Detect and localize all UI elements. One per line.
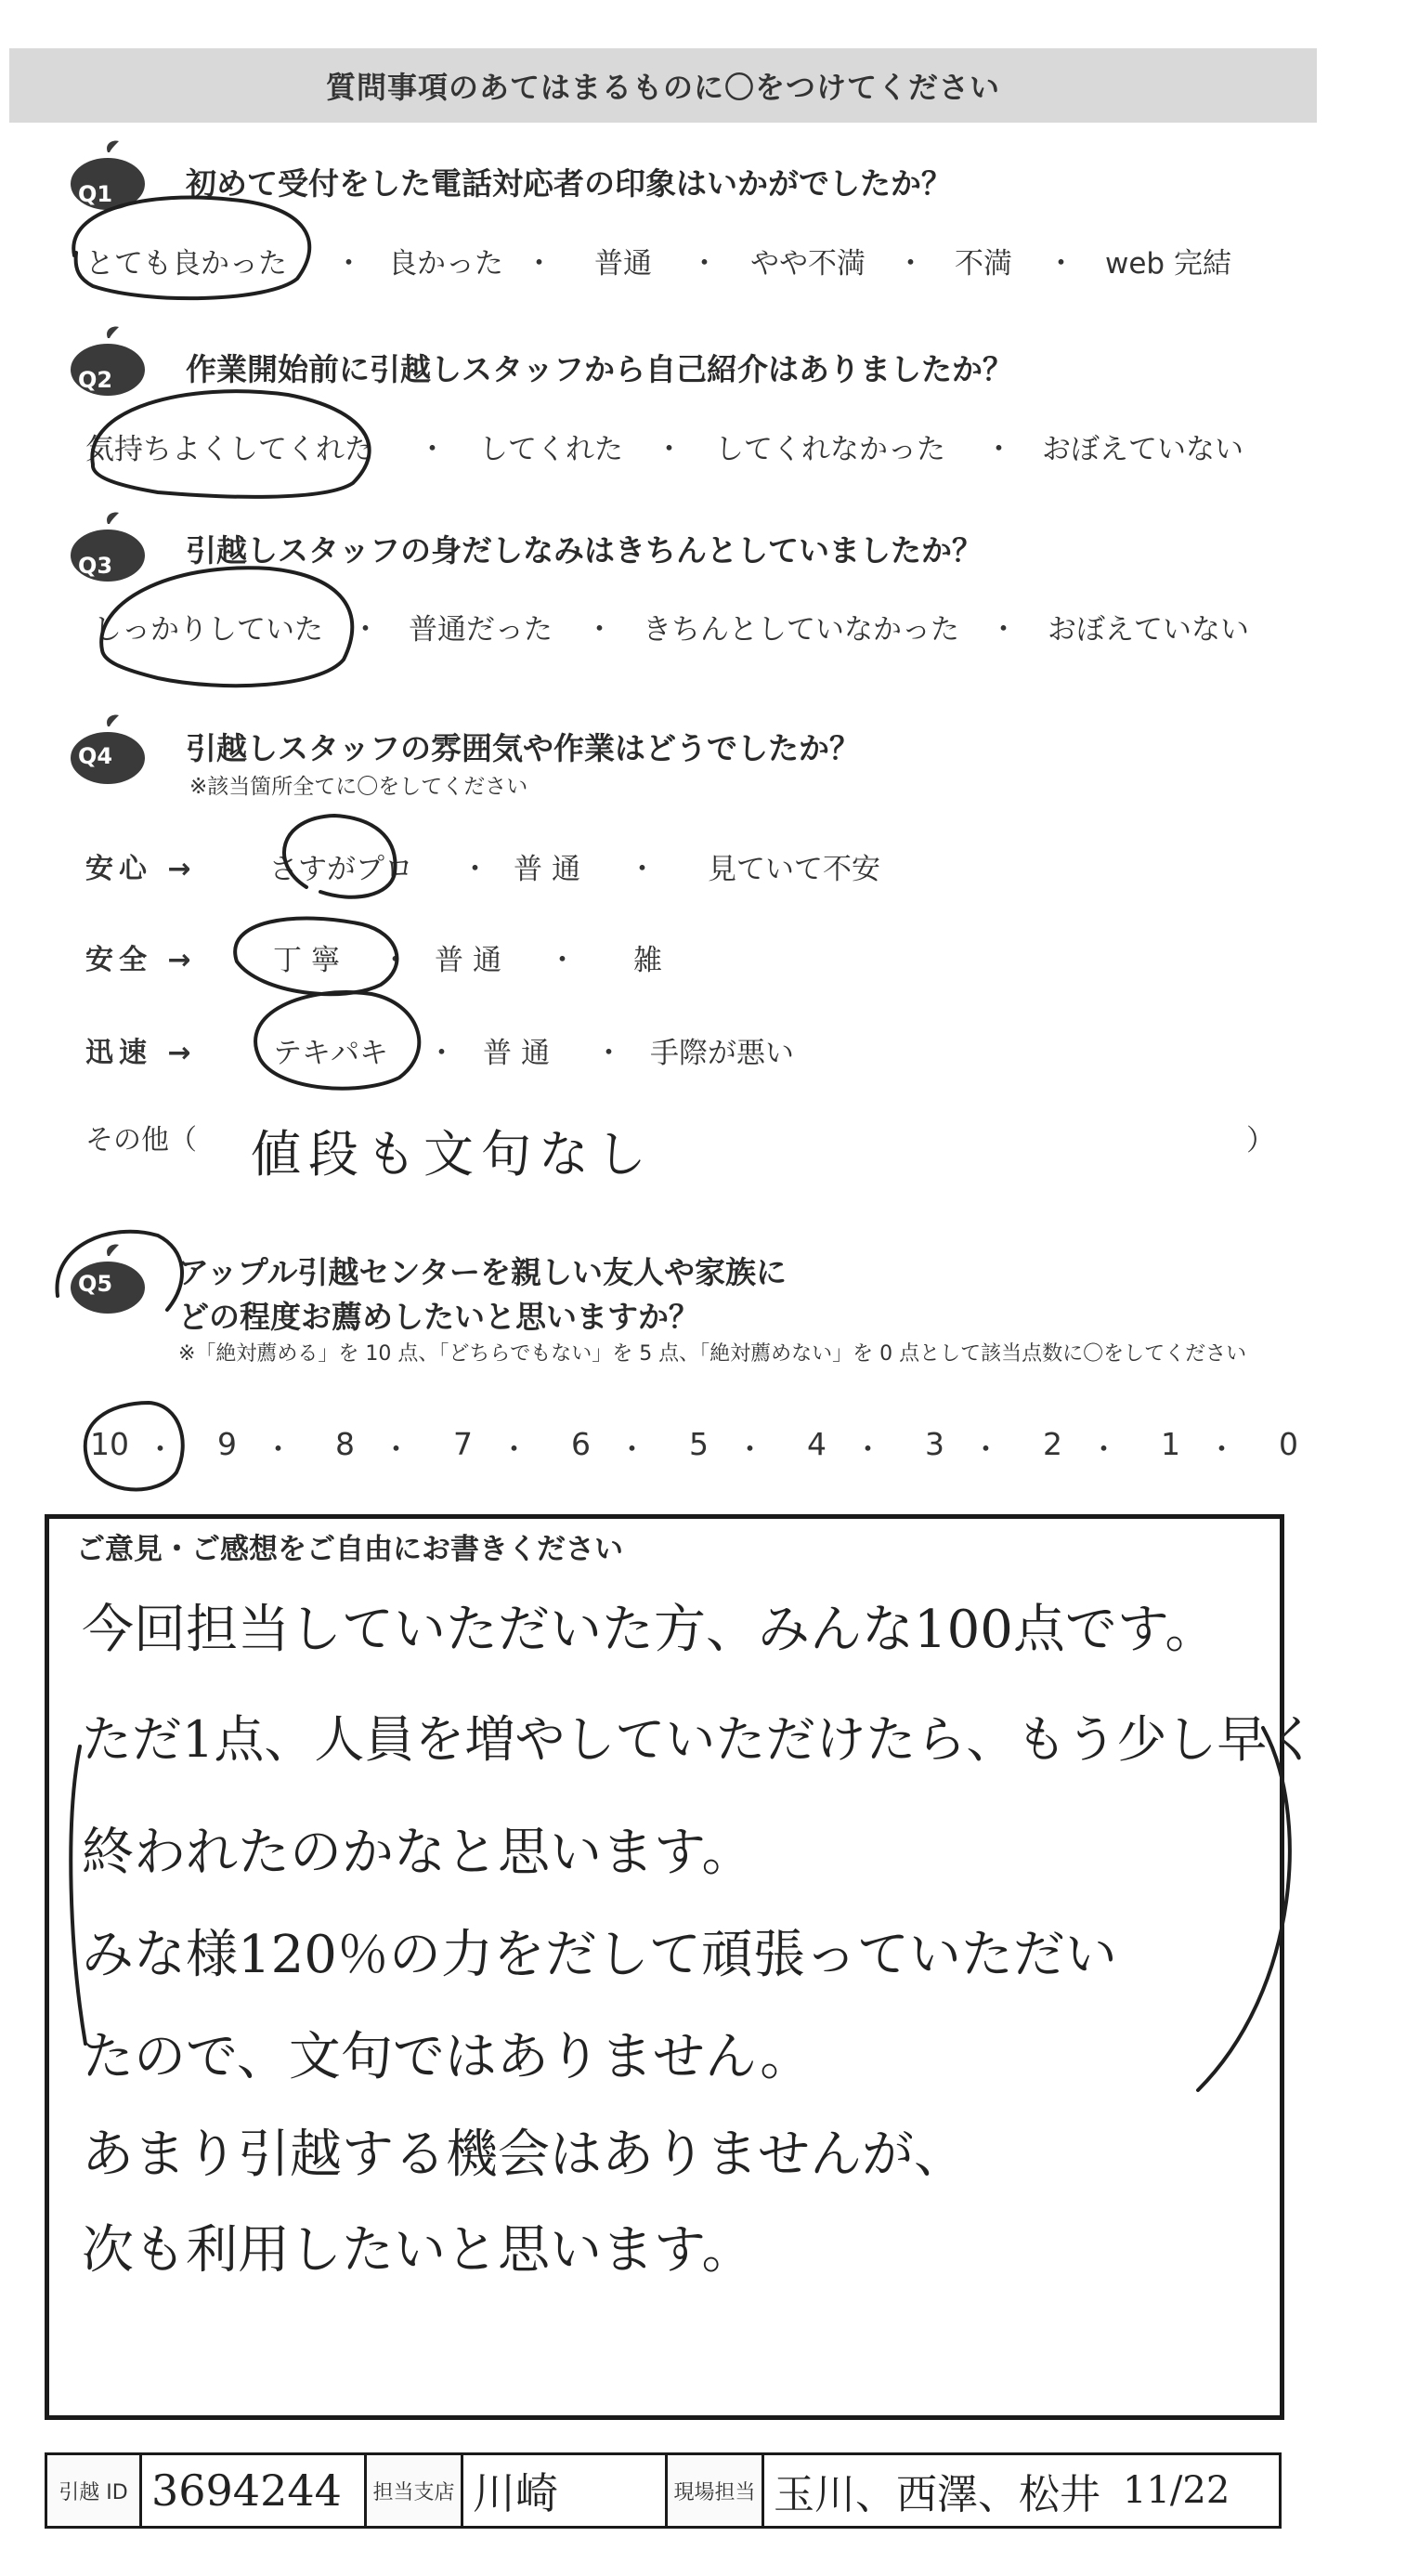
- comment-line-5[interactable]: たので、文句ではありません。: [82, 2027, 813, 2087]
- q2-option-did[interactable]: してくれた: [479, 433, 623, 466]
- q5-score-option-2[interactable]: 2: [1043, 1426, 1062, 1462]
- survey-instruction-header: 質問事項のあてはまるものに〇をつけてください: [9, 48, 1317, 123]
- q3-option-average[interactable]: 普通だった: [409, 613, 553, 647]
- q4-row-label-speed: 迅速 →: [85, 1037, 197, 1069]
- separator-dot: ・: [427, 1037, 456, 1070]
- q4-speed-option-clumsy[interactable]: 手際が悪い: [650, 1037, 794, 1070]
- separator-dot: ・: [984, 433, 1013, 466]
- q5-score-option-6[interactable]: 6: [571, 1426, 591, 1462]
- q4-relief-option-pro[interactable]: さすがプロ: [269, 853, 413, 886]
- separator-dot: ・: [334, 247, 363, 281]
- separator-dot: ・: [853, 1433, 882, 1467]
- q3-option-not-neat[interactable]: きちんとしていなかった: [643, 613, 959, 647]
- separator-dot: ・: [989, 613, 1018, 647]
- q3-question: 引越しスタッフの身だしなみはきちんとしていましたか？: [186, 532, 983, 569]
- comment-line-1[interactable]: 今回担当していただいた方、みんな100点です。: [82, 1600, 1217, 1660]
- q1-option-somewhat-dissatisfied[interactable]: やや不満: [750, 247, 866, 281]
- q4-safety-option-careful[interactable]: 丁寧: [273, 944, 349, 977]
- survey-date: 11/22: [1123, 2469, 1230, 2512]
- q5-badge-label: Q5: [78, 1271, 113, 1297]
- q4-safety-option-average[interactable]: 普通: [435, 944, 511, 977]
- separator-dot: ・: [1047, 247, 1075, 281]
- q2-option-gladly[interactable]: 気持ちよくしてくれた: [85, 433, 373, 466]
- separator-dot: ・: [351, 613, 380, 647]
- separator-dot: ・: [264, 1433, 293, 1467]
- q5-score-option-7[interactable]: 7: [453, 1426, 473, 1462]
- separator-dot: ・: [971, 1433, 1000, 1467]
- separator-dot: ・: [736, 1433, 764, 1467]
- site-staff-value[interactable]: [764, 2455, 1279, 2526]
- q2-option-did-not[interactable]: してくれなかった: [715, 433, 945, 466]
- q5-score-option-0[interactable]: 0: [1279, 1426, 1298, 1462]
- q1-option-very-good[interactable]: とても良かった: [85, 247, 287, 281]
- separator-dot: ・: [525, 247, 553, 281]
- q5-score-option-5[interactable]: 5: [689, 1426, 709, 1462]
- q3-badge-label: Q3: [78, 553, 113, 579]
- separator-dot: ・: [594, 1037, 623, 1070]
- q1-badge-label: Q1: [78, 181, 113, 207]
- comment-line-7[interactable]: 次も利用したいと思います。: [82, 2220, 754, 2281]
- q1-option-web[interactable]: web 完結: [1105, 247, 1231, 281]
- q5-score-option-4[interactable]: 4: [807, 1426, 827, 1462]
- q4-safety-option-rough[interactable]: 雑: [633, 944, 662, 977]
- q5-score-option-1[interactable]: 1: [1161, 1426, 1180, 1462]
- q4-other-close-paren: ）: [1246, 1124, 1275, 1157]
- separator-dot: ・: [382, 1433, 410, 1467]
- comment-line-3[interactable]: 終われたのかなと思います。: [82, 1823, 754, 1883]
- separator-dot: ・: [500, 1433, 528, 1467]
- q1-option-good[interactable]: 良かった: [388, 247, 503, 281]
- q4-speed-option-average[interactable]: 普通: [483, 1037, 559, 1070]
- q5-question-line2: どの程度お薦めしたいと思いますか？: [178, 1299, 699, 1335]
- q5-score-option-3[interactable]: 3: [925, 1426, 944, 1462]
- q3-option-dont-remember[interactable]: おぼえていない: [1048, 613, 1249, 647]
- comment-box-title: ご意見・ご感想をご自由にお書きください: [76, 1533, 623, 1566]
- separator-dot: ・: [628, 853, 657, 886]
- q1-question: 初めて受付をした電話対応者の印象はいかがでしたか？: [186, 165, 952, 202]
- q4-badge-label: Q4: [78, 743, 113, 769]
- branch-label: 担当支店: [367, 2455, 463, 2526]
- staff-info-table: [45, 2452, 1282, 2529]
- separator-dot: ・: [381, 944, 410, 977]
- q1-option-average[interactable]: 普通: [594, 247, 652, 281]
- q2-option-dont-remember[interactable]: おぼえていない: [1042, 433, 1243, 466]
- separator-dot: ・: [896, 247, 925, 281]
- q4-note: ※該当箇所全てに〇をしてください: [189, 775, 528, 799]
- separator-dot: ・: [655, 433, 683, 466]
- move-id-value[interactable]: 3694244: [142, 2455, 367, 2526]
- separator-dot: ・: [548, 944, 577, 977]
- site-staff-names: 玉川、西澤、松井: [774, 2471, 1100, 2518]
- q1-option-dissatisfied[interactable]: 不満: [955, 247, 1012, 281]
- separator-dot: ・: [585, 613, 614, 647]
- separator-dot: ・: [461, 853, 489, 886]
- separator-dot: ・: [618, 1433, 646, 1467]
- q5-score-option-10[interactable]: 10: [90, 1426, 129, 1462]
- separator-dot: ・: [1089, 1433, 1118, 1467]
- q5-question-line1: アップル引越センターを親しい友人や家族に: [178, 1254, 788, 1290]
- q4-speed-option-quick[interactable]: テキパキ: [273, 1037, 388, 1070]
- comment-line-6[interactable]: あまり引越する機会はありませんが、: [82, 2125, 966, 2185]
- q4-relief-option-average[interactable]: 普通: [514, 853, 590, 886]
- branch-value[interactable]: 川崎: [463, 2455, 668, 2526]
- q4-relief-option-anxious[interactable]: 見ていて不安: [708, 853, 880, 886]
- move-id-label: 引越 ID: [47, 2455, 142, 2526]
- comment-line-2[interactable]: ただ1点、人員を増やしていただけたら、もう少し早く: [82, 1710, 1318, 1769]
- q4-other-label: その他（: [85, 1124, 197, 1157]
- q3-option-neat[interactable]: しっかりしていた: [93, 613, 323, 647]
- q4-other-handwritten[interactable]: 値段も文句なし: [251, 1125, 654, 1183]
- q5-note: ※「絶対薦める」を 10 点、「どちらでもない」を 5 点、「絶対薦めない」を 0 点として該当点数に〇をしてください: [178, 1342, 1247, 1366]
- q2-question: 作業開始前に引越しスタッフから自己紹介はありましたか？: [186, 351, 1013, 387]
- separator-dot: ・: [690, 247, 719, 281]
- q4-question: 引越しスタッフの雰囲気や作業はどうでしたか？: [186, 730, 860, 766]
- site-staff-label: 現場担当: [668, 2455, 764, 2526]
- separator-dot: ・: [418, 433, 447, 466]
- q5-score-option-9[interactable]: 9: [217, 1426, 237, 1462]
- q4-row-label-relief: 安心 →: [85, 853, 197, 885]
- q4-row-label-safety: 安全 →: [85, 944, 197, 976]
- separator-dot: ・: [146, 1433, 175, 1467]
- q2-badge-label: Q2: [78, 367, 113, 393]
- comment-line-4[interactable]: みな様120％の力をだして頑張っていただい: [82, 1925, 1117, 1985]
- q5-score-option-8[interactable]: 8: [335, 1426, 355, 1462]
- separator-dot: ・: [1207, 1433, 1236, 1467]
